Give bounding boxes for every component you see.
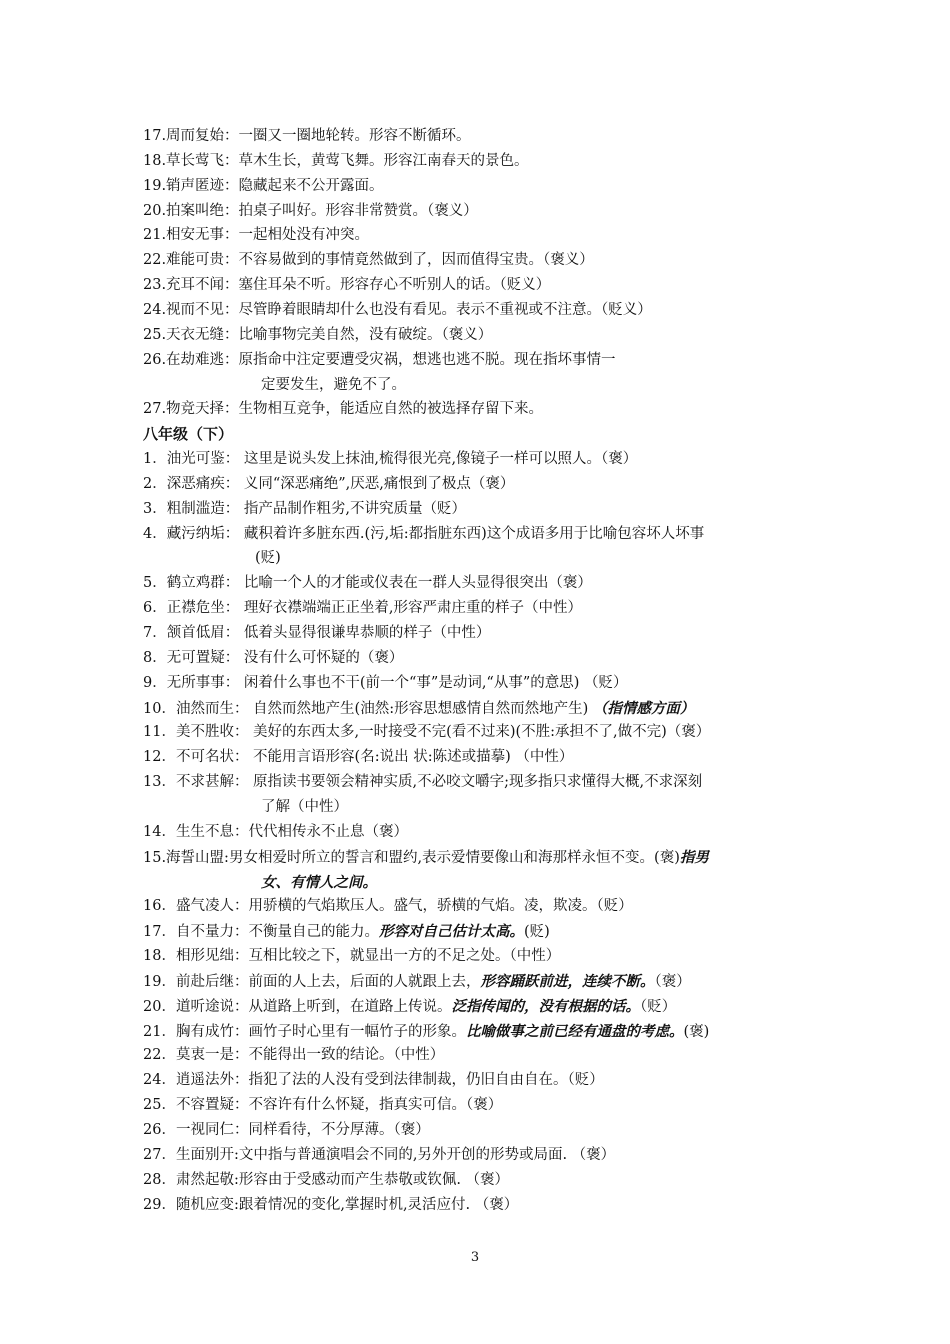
idiom-line — [143, 969, 823, 995]
line-text: 26.在劫难逃：原指命中注定要遭受灾祸，想逃也逃不脱。现在指坏事情一 — [143, 351, 616, 368]
idiom-line — [143, 646, 823, 671]
idiom-line — [143, 273, 823, 298]
idiom-line — [143, 571, 823, 596]
line-text: 23.充耳不闻：塞住耳朵不听。形容存心不听别人的话。（贬义） — [143, 277, 551, 294]
line-text: 29．随机应变:跟着情况的变化,掌握时机,灵活应付. （褒） — [143, 1196, 519, 1213]
idiom-line — [143, 720, 823, 745]
line-text: 5．鹤立鸡群： 比喻一个人的才能或仪表在一群人头显得很突出（褒） — [143, 575, 592, 592]
line-text: 7．颔首低眉： 低着头显得很谦卑恭顺的样子（中性） — [143, 625, 491, 641]
emphasis-text: 女、有情人之间。 — [261, 873, 377, 891]
idiom-line — [143, 795, 941, 820]
idiom-line — [143, 447, 823, 472]
line-text: 3．粗制滥造： 指产品制作粗劣,不讲究质量（贬） — [143, 500, 466, 517]
idiom-line — [143, 1093, 823, 1118]
idiom-line — [143, 894, 823, 919]
line-text: 13．不求甚解： 原指读书要领会精神实质,不必咬文嚼字;现多指只求懂得大概,不求深刻 — [143, 774, 703, 791]
idiom-line — [143, 1168, 823, 1193]
line-text: 18．相形见绌：互相比较之下，就显出一方的不足之处。（中性） — [143, 948, 561, 965]
idiom-line — [143, 1143, 823, 1168]
line-text: 19．前赴后继：前面的人上去，后面的人就跟上去， — [143, 973, 481, 990]
page-number: 3 — [470, 1250, 480, 1265]
line-text: 27.物竞天择：生物相互竞争，能适应自然的被选择存留下来。 — [143, 401, 544, 418]
idiom-line — [143, 1193, 823, 1218]
idiom-line — [143, 397, 823, 422]
line-text: 12．不可名状： 不能用言语形容(名:说出 状:陈述或描摹) （中性） — [143, 749, 574, 766]
line-text: 26．一视同仁：同样看待，不分厚薄。（褒） — [143, 1122, 430, 1138]
emphasis-text: （指情感方面） — [592, 699, 695, 717]
idiom-line — [143, 298, 823, 323]
idiom-line — [143, 174, 823, 199]
line-text: (贬) — [255, 550, 281, 567]
idiom-line — [143, 1068, 823, 1093]
idiom-line — [143, 770, 823, 795]
emphasis-text: 形容对自己估计太高。 — [378, 923, 524, 941]
idiom-line — [143, 671, 823, 696]
line-text: 25.天衣无缝：比喻事物完美自然，没有破绽。（褒义） — [143, 326, 493, 343]
line-text: 17.周而复始：一圈又一圈地轮转。形容不断循环。 — [143, 128, 471, 144]
line-text: 6．正襟危坐： 理好衣襟端端正正坐着,形容严肃庄重的样子（中性） — [143, 600, 582, 617]
line-text: 10．油然而生： 自然而然地产生(油然:形容思想感情自然而然地产生) — [143, 700, 593, 717]
line-text: 八年级（下） — [143, 425, 234, 444]
idiom-line — [143, 845, 823, 871]
idiom-line — [143, 149, 823, 174]
tail-text: （褒） — [654, 973, 691, 990]
line-text: 15.海誓山盟:男女相爱时所立的誓言和盟约,表示爱情要像山和海那样永恒不变。(褒) — [143, 849, 680, 866]
line-text: 1．油光可鉴： 这里是说头发上抹油,梳得很光亮,像镜子一样可以照人。（褒） — [143, 451, 638, 468]
line-text: 14．生生不息：代代相传永不止息（褒） — [143, 823, 408, 840]
line-text: 28．肃然起敬:形容由于受感动而产生恭敬或钦佩. （褒） — [143, 1171, 510, 1188]
section-heading — [143, 422, 823, 447]
line-text: 17．自不量力：不衡量自己的能力。 — [143, 924, 379, 941]
idiom-line — [143, 522, 823, 547]
line-text: 8．无可置疑： 没有什么可怀疑的（褒） — [143, 649, 404, 666]
idiom-line — [143, 1118, 823, 1143]
idiom-line — [143, 621, 823, 646]
line-text: 21.相安无事：一起相处没有冲突。 — [143, 227, 370, 244]
idiom-line — [143, 596, 823, 621]
line-text: 21．胸有成竹：画竹子时心里有一幅竹子的形象。 — [143, 1023, 466, 1040]
tail-text: (贬) — [523, 924, 550, 941]
line-text: 22．莫衷一是：不能得出一致的结论。（中性） — [143, 1047, 445, 1064]
idiom-line — [143, 323, 823, 348]
line-text: 定要发生，避免不了。 — [261, 376, 406, 393]
emphasis-text: 泛指传闻的，没有根据的话。 — [451, 997, 640, 1015]
line-text: 18.草长莺飞：草木生长，黄莺飞舞。形容江南春天的景色。 — [143, 152, 529, 169]
idiom-line — [143, 1043, 823, 1068]
emphasis-text: 指男 — [679, 848, 709, 866]
idiom-line — [143, 124, 823, 149]
line-text: 了解（中性） — [261, 798, 348, 815]
tail-text: （贬） — [639, 998, 677, 1015]
line-text: 22.难能可贵：不容易做到的事情竟然做到了，因而值得宝贵。（褒义） — [143, 252, 594, 269]
idiom-line — [143, 248, 823, 273]
line-text: 25．不容置疑：不容许有什么怀疑，指真实可信。（褒） — [143, 1097, 503, 1114]
emphasis-text: 形容踊跃前进，连续不断。 — [480, 972, 655, 990]
line-text: 16．盛气凌人：用骄横的气焰欺压人。盛气，骄横的气焰。凌，欺凌。（贬） — [143, 898, 633, 915]
idiom-line — [143, 944, 823, 969]
idiom-line — [143, 223, 823, 248]
idiom-line — [143, 696, 823, 722]
emphasis-text: 比喻做事之前已经有通盘的考虑。 — [465, 1022, 684, 1040]
tail-text: (褒) — [683, 1023, 710, 1040]
line-text: 24．逍遥法外：指犯了法的人没有受到法律制裁，仍旧自由自在。（贬） — [143, 1072, 604, 1089]
line-text: 20．道听途说：从道路上听到，在道路上传说。 — [143, 998, 452, 1015]
line-text: 11．美不胜收： 美好的东西太多,一时接受不完(看不过来)(不胜:承担不了,做不完)（褒） — [143, 724, 711, 741]
idiom-line — [143, 472, 823, 497]
line-text: 9．无所事事： 闲着什么事也不干(前一个“事”是动词,“从事”的意思) （贬） — [143, 674, 628, 691]
idiom-line — [143, 820, 823, 845]
idiom-line — [143, 199, 823, 224]
idiom-line — [143, 1019, 823, 1045]
idiom-line — [143, 919, 823, 945]
idiom-line — [143, 546, 935, 571]
idiom-line — [143, 348, 823, 373]
idiom-line — [143, 497, 823, 522]
line-text: 20.拍案叫绝：拍桌子叫好。形容非常赞赏。（褒义） — [143, 202, 478, 219]
line-text: 2．深恶痛疾： 义同“深恶痛绝”,厌恶,痛恨到了极点（褒） — [143, 475, 515, 492]
idiom-line — [143, 745, 823, 770]
line-text: 4．藏污纳垢： 藏积着许多脏东西.(污,垢:都指脏东西)这个成语多用于比喻包容坏人坏事 — [143, 525, 705, 542]
idiom-line — [143, 994, 823, 1020]
idiom-line — [143, 373, 941, 398]
line-text: 19.销声匿迹：隐藏起来不公开露面。 — [143, 177, 384, 194]
idiom-line — [143, 870, 941, 896]
line-text: 27．生面别开:文中指与普通演唱会不同的,另外开创的形势或局面. （褒） — [143, 1146, 616, 1163]
line-text: 24.视而不见：尽管睁着眼睛却什么也没有看见。表示不重视或不注意。（贬义） — [143, 301, 652, 318]
